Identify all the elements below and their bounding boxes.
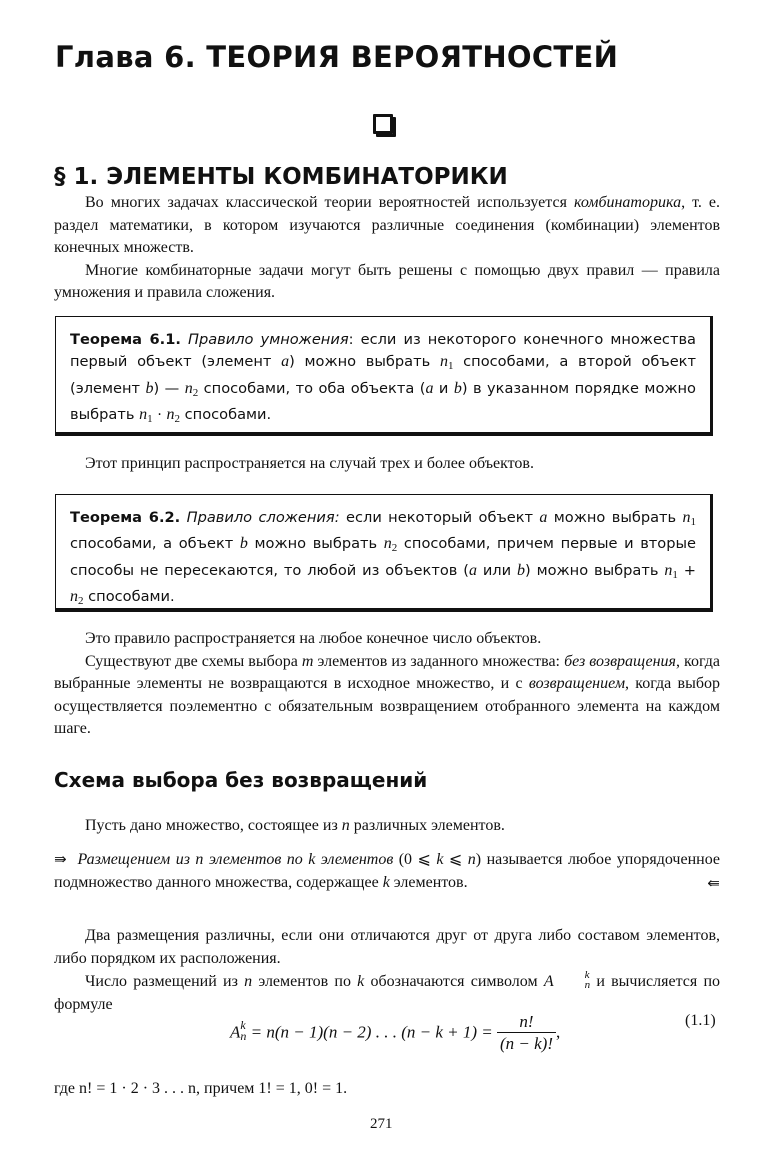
footer-line xyxy=(54,1078,720,1101)
equation-number: (1.1) xyxy=(685,1012,716,1029)
theorem-6-1-box: Теорема 6.1. Правило умножения: если из некоторого конечного множества первый объект (элемент a) можно выбрать $n_1$ способами, а второй объект (элемент b) — $n_2$ способами, то оба объекта (a и b) в указанном порядке можно выбрать $n_1 \cdot n_2$ способами. xyxy=(55,316,713,436)
between-text xyxy=(54,453,720,476)
theorem-6-2-box: Теорема 6.2. Правило сложения: если некоторый объект a можно выбрать $n_1$ способами, а объект b можно выбрать $n_2$ способами, причем первые и вторые способы не пересекаются, то любой из объектов (a или b) можно выбрать $n_1 + n_2$ способами. xyxy=(55,494,713,612)
intro-paragraph-2: Многие комбинаторные задачи могут быть решены с помощью двух правил — правила умножения и правила сложения. xyxy=(54,261,720,301)
formula-fraction: $\frac{n!}{(n - k)!}$ xyxy=(497,1012,556,1055)
formula-1-1: A k n = n(n − 1)(n − 2) . . . (n − k + 1) = $\frac{n!}{(n - k)!}$ , xyxy=(230,1012,561,1053)
scheme-paragraph-3: Два размещения различны, если они отличаются друг от друга либо составом элементов, либо порядком их расположения. xyxy=(54,927,720,967)
after-paragraph-2: Существуют две схемы выбора m элементов из заданного множества: без возвращения, когда выбранные элементы не возвращаются в исходное множество, и с возвращением, когда выбор осуществляется поэлементно с обязательным возвращением отобранного элемента на каждом шаге. xyxy=(54,652,721,737)
definition-start-arrow-icon: ⇛ xyxy=(54,850,67,868)
subsection-title: Схема выбора без возвращений xyxy=(54,768,428,792)
page-number: 271 xyxy=(370,1116,393,1132)
after-paragraph-1: Это правило распространяется на любое конечное число объектов. xyxy=(85,630,542,647)
definition xyxy=(54,848,720,894)
intro-paragraph-1: Во многих задачах классической теории вероятностей используется комбинаторика, т. е. раздел математики, в котором изучаются различные соединения (комбинации) элементов конечных множеств. xyxy=(54,194,721,256)
after-text xyxy=(54,628,720,741)
definition-end-arrow-icon: ⇚ xyxy=(707,873,720,892)
footer-line-text: где n! = 1 · 2 · 3 . . . n, причем 1! = 1, 0! = 1. xyxy=(54,1080,348,1097)
scheme-paragraph-4: Число размещений из n элементов по k обозначаются символом A k n и вычисляется по формуле xyxy=(54,969,721,1013)
chapter-title: Глава 6. ТЕОРИЯ ВЕРОЯТНОСТЕЙ xyxy=(55,40,619,74)
intro-text xyxy=(54,192,720,305)
scheme-paragraph-1: Пусть дано множество, состоящее из n различных элементов. xyxy=(85,817,505,834)
square-icon xyxy=(373,114,393,134)
between-paragraph: Этот принцип распространяется на случай трех и более объектов. xyxy=(85,455,534,472)
scheme-text xyxy=(54,815,720,838)
section-title: § 1. ЭЛЕМЕНТЫ КОМБИНАТОРИКИ xyxy=(54,164,508,190)
scheme-text-2 xyxy=(54,925,720,1016)
definition-paragraph: ⇛ Размещением из n элементов по k элементов (0 ⩽ k ⩽ n) называется любое упорядоченное подмножество данного множества, содержащее k элементов. ⇚ xyxy=(54,848,720,894)
